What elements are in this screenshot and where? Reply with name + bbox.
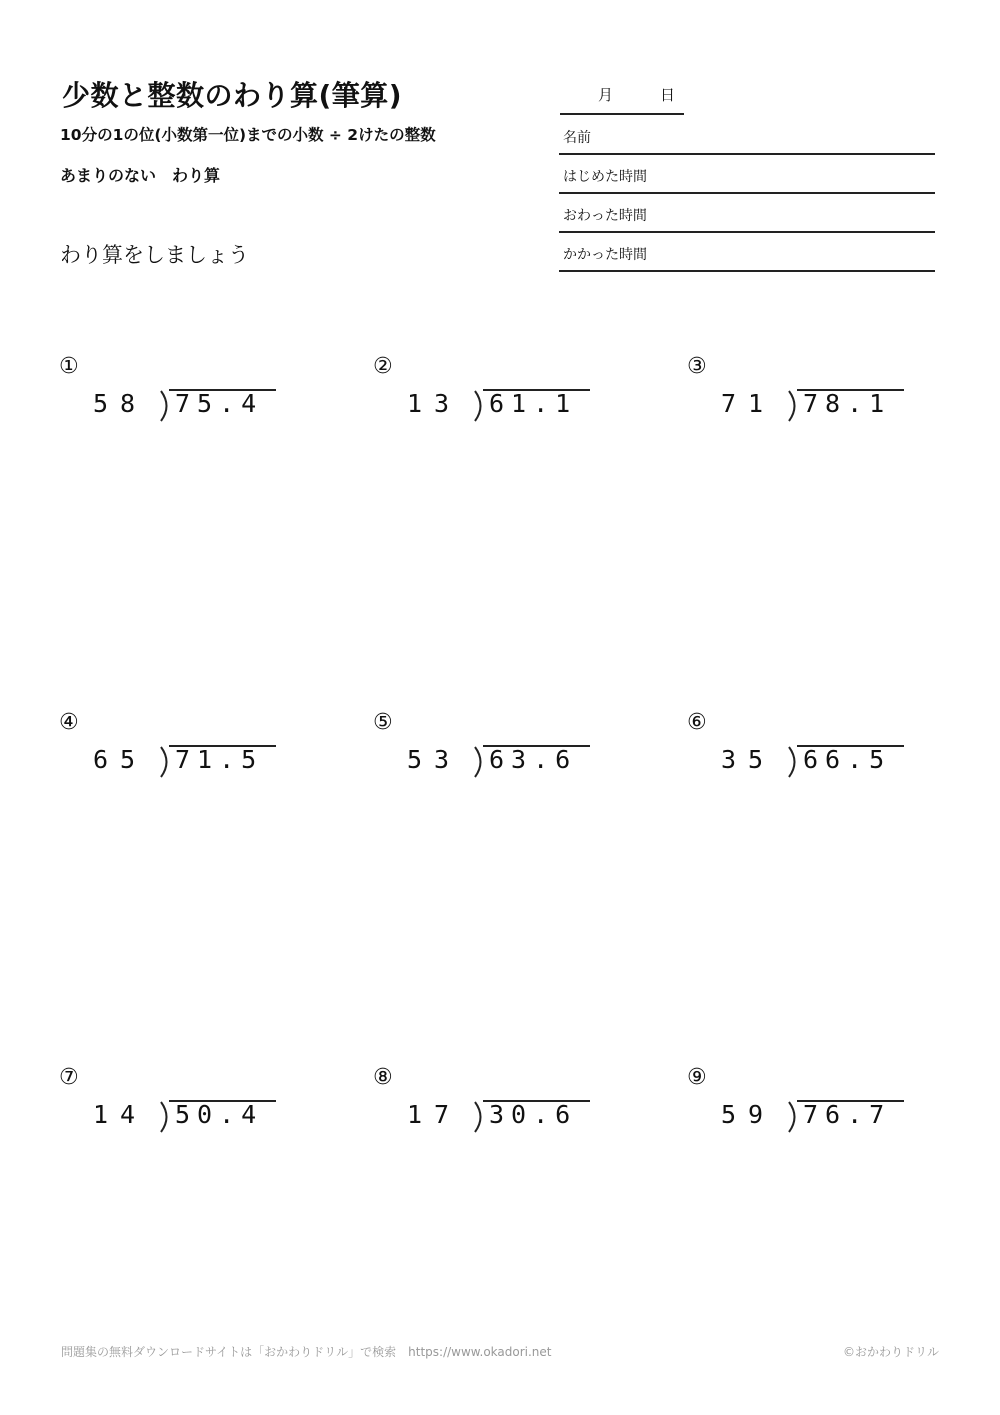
division-bracket-icon [787, 1101, 799, 1133]
divisor: 71 [721, 389, 776, 418]
condition-label: あまりのない わり算 [60, 166, 221, 185]
division-bracket-icon [787, 390, 799, 422]
divisor: 35 [721, 745, 776, 774]
page-title: 少数と整数のわり算(筆算) [62, 79, 403, 112]
division-bracket-icon [159, 746, 171, 778]
day-label: 日 [660, 86, 676, 104]
problem-9 [687, 1065, 919, 1163]
month-label: 月 [598, 86, 614, 104]
problem-number: ④ [59, 710, 79, 735]
dividend: 76.7 [803, 1100, 892, 1129]
divisor: 53 [407, 745, 462, 774]
divisor: 13 [407, 389, 462, 418]
instruction-text: わり算をしましょう [60, 243, 249, 267]
problem-1 [59, 354, 291, 452]
divisor: 65 [93, 745, 148, 774]
dividend: 50.4 [175, 1100, 264, 1129]
problem-5 [373, 710, 605, 808]
divisor: 59 [721, 1100, 776, 1129]
problem-2 [373, 354, 605, 452]
problem-7 [59, 1065, 291, 1163]
problem-8 [373, 1065, 605, 1163]
problem-number: ① [59, 354, 79, 379]
division-bracket-icon [159, 1101, 171, 1133]
dividend: 75.4 [175, 389, 264, 418]
footer-copyright: ©おかわりドリル [843, 1345, 940, 1359]
start-time-field [559, 154, 935, 194]
dividend: 63.6 [489, 745, 578, 774]
dividend: 30.6 [489, 1100, 578, 1129]
division-bracket-icon [473, 1101, 485, 1133]
problem-3 [687, 354, 919, 452]
elapsed-time-field [559, 232, 935, 272]
problem-number: ⑧ [373, 1065, 393, 1090]
problem-4 [59, 710, 291, 808]
start-time-label: はじめた時間 [563, 169, 647, 185]
name-label: 名前 [563, 130, 591, 146]
divisor: 17 [407, 1100, 462, 1129]
end-time-label: おわった時間 [563, 208, 647, 224]
division-bracket-icon [473, 390, 485, 422]
divisor: 58 [93, 389, 148, 418]
division-bracket-icon [787, 746, 799, 778]
dividend: 78.1 [803, 389, 892, 418]
elapsed-time-label: かかった時間 [563, 247, 647, 263]
page-subtitle: 10分の1の位(小数第一位)までの小数 ÷ 2けたの整数 [60, 126, 436, 144]
date-field [560, 80, 684, 115]
problem-number: ② [373, 354, 393, 379]
problem-6 [687, 710, 919, 808]
problem-number: ⑨ [687, 1065, 707, 1090]
dividend: 71.5 [175, 745, 264, 774]
division-bracket-icon [473, 746, 485, 778]
problem-number: ③ [687, 354, 707, 379]
footer-site-note: 問題集の無料ダウンロードサイトは「おかわりドリル」で検索 https://www.okadori.net [61, 1345, 552, 1359]
dividend: 61.1 [489, 389, 578, 418]
dividend: 66.5 [803, 745, 892, 774]
end-time-field [559, 193, 935, 233]
division-bracket-icon [159, 390, 171, 422]
problem-number: ⑦ [59, 1065, 79, 1090]
problem-number: ⑥ [687, 710, 707, 735]
problem-number: ⑤ [373, 710, 393, 735]
name-field [559, 115, 935, 155]
divisor: 14 [93, 1100, 148, 1129]
